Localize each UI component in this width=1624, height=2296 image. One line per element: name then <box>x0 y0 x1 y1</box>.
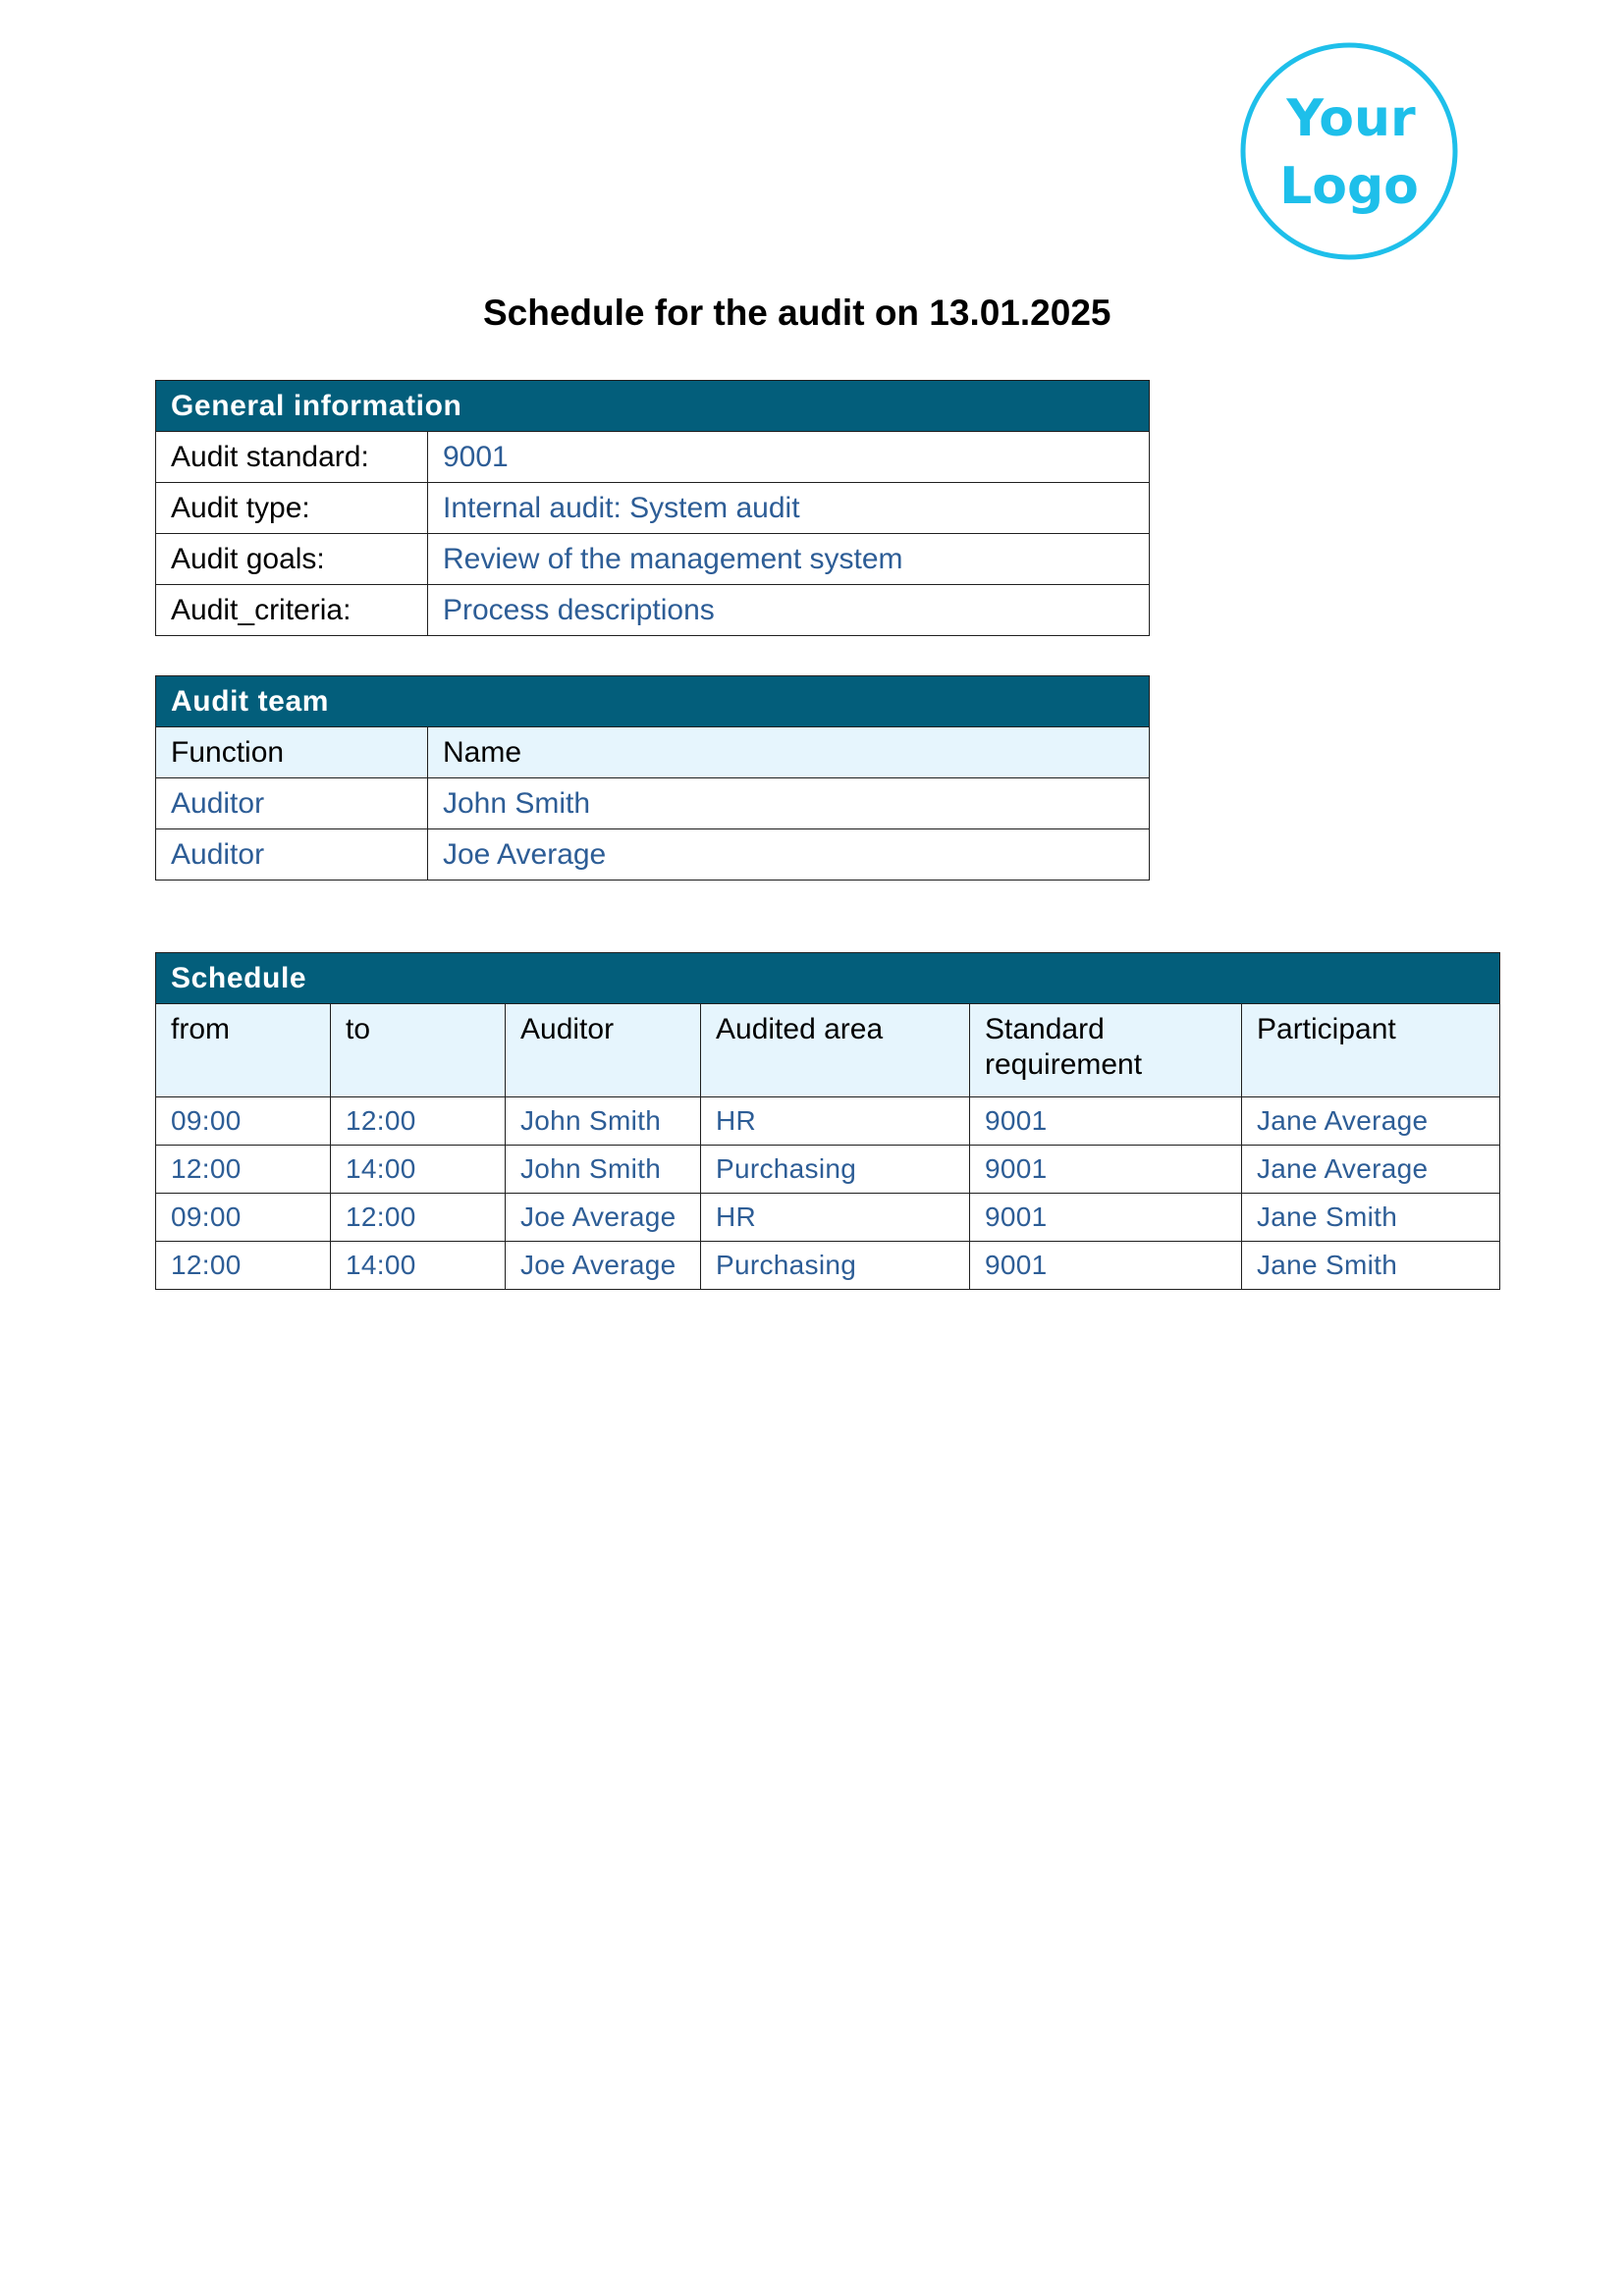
cell-participant: Jane Smith <box>1242 1242 1500 1290</box>
cell-standard-requirement: 9001 <box>970 1242 1242 1290</box>
audit-standard-label: Audit standard: <box>156 432 428 483</box>
cell-auditor: Joe Average <box>506 1194 701 1242</box>
audit-goals-label: Audit goals: <box>156 534 428 585</box>
cell-standard-requirement: 9001 <box>970 1146 1242 1194</box>
column-header-function: Function <box>156 727 428 778</box>
logo-text-line1: Your <box>1286 89 1416 148</box>
column-header-to: to <box>331 1004 506 1097</box>
cell-from: 12:00 <box>156 1146 331 1194</box>
schedule-row <box>156 1242 1500 1290</box>
cell-auditor: Joe Average <box>506 1242 701 1290</box>
column-header-standard-requirement: Standard requirement <box>970 1004 1242 1097</box>
column-header-participant: Participant <box>1242 1004 1500 1097</box>
logo-badge <box>1240 42 1458 260</box>
team-member-row <box>156 778 1150 829</box>
schedule-heading: Schedule <box>156 953 1500 1004</box>
team-member-function: Auditor <box>156 829 428 881</box>
audit-team-heading: Audit team <box>156 676 1150 727</box>
audit-criteria-value: Process descriptions <box>428 585 1150 636</box>
team-member-function: Auditor <box>156 778 428 829</box>
general-information-header-row <box>156 381 1150 432</box>
schedule-row <box>156 1097 1500 1146</box>
audit-goals-value: Review of the management system <box>428 534 1150 585</box>
schedule-row <box>156 1194 1500 1242</box>
audit-type-label: Audit type: <box>156 483 428 534</box>
cell-audited-area: HR <box>701 1097 970 1146</box>
audit-criteria-label: Audit_criteria: <box>156 585 428 636</box>
cell-participant: Jane Smith <box>1242 1194 1500 1242</box>
general-info-row <box>156 432 1150 483</box>
cell-standard-requirement: 9001 <box>970 1097 1242 1146</box>
cell-audited-area: Purchasing <box>701 1146 970 1194</box>
audit-team-column-headers <box>156 727 1150 778</box>
cell-to: 14:00 <box>331 1242 506 1290</box>
team-member-row <box>156 829 1150 881</box>
logo-text-line2: Logo <box>1279 157 1419 216</box>
general-info-row <box>156 534 1150 585</box>
column-header-audited-area: Audited area <box>701 1004 970 1097</box>
column-header-from: from <box>156 1004 331 1097</box>
general-information-heading: General information <box>156 381 1150 432</box>
schedule-column-headers <box>156 1004 1500 1097</box>
cell-auditor: John Smith <box>506 1146 701 1194</box>
company-logo <box>1240 42 1458 260</box>
schedule-header-row <box>156 953 1500 1004</box>
general-info-row <box>156 585 1150 636</box>
document-title: Schedule for the audit on 13.01.2025 <box>483 293 1111 333</box>
audit-team-header-row <box>156 676 1150 727</box>
audit-team-table <box>155 675 1150 881</box>
general-info-row <box>156 483 1150 534</box>
schedule-row <box>156 1146 1500 1194</box>
cell-participant: Jane Average <box>1242 1097 1500 1146</box>
cell-auditor: John Smith <box>506 1097 701 1146</box>
cell-standard-requirement: 9001 <box>970 1194 1242 1242</box>
cell-from: 09:00 <box>156 1097 331 1146</box>
team-member-name: John Smith <box>428 778 1150 829</box>
cell-from: 09:00 <box>156 1194 331 1242</box>
cell-participant: Jane Average <box>1242 1146 1500 1194</box>
general-information-table <box>155 380 1150 636</box>
cell-audited-area: HR <box>701 1194 970 1242</box>
cell-to: 14:00 <box>331 1146 506 1194</box>
audit-type-value: Internal audit: System audit <box>428 483 1150 534</box>
audit-standard-value: 9001 <box>428 432 1150 483</box>
team-member-name: Joe Average <box>428 829 1150 881</box>
cell-to: 12:00 <box>331 1194 506 1242</box>
column-header-name: Name <box>428 727 1150 778</box>
schedule-table <box>155 952 1500 1290</box>
cell-audited-area: Purchasing <box>701 1242 970 1290</box>
logo-ring <box>1243 45 1455 257</box>
cell-from: 12:00 <box>156 1242 331 1290</box>
column-header-auditor: Auditor <box>506 1004 701 1097</box>
cell-to: 12:00 <box>331 1097 506 1146</box>
